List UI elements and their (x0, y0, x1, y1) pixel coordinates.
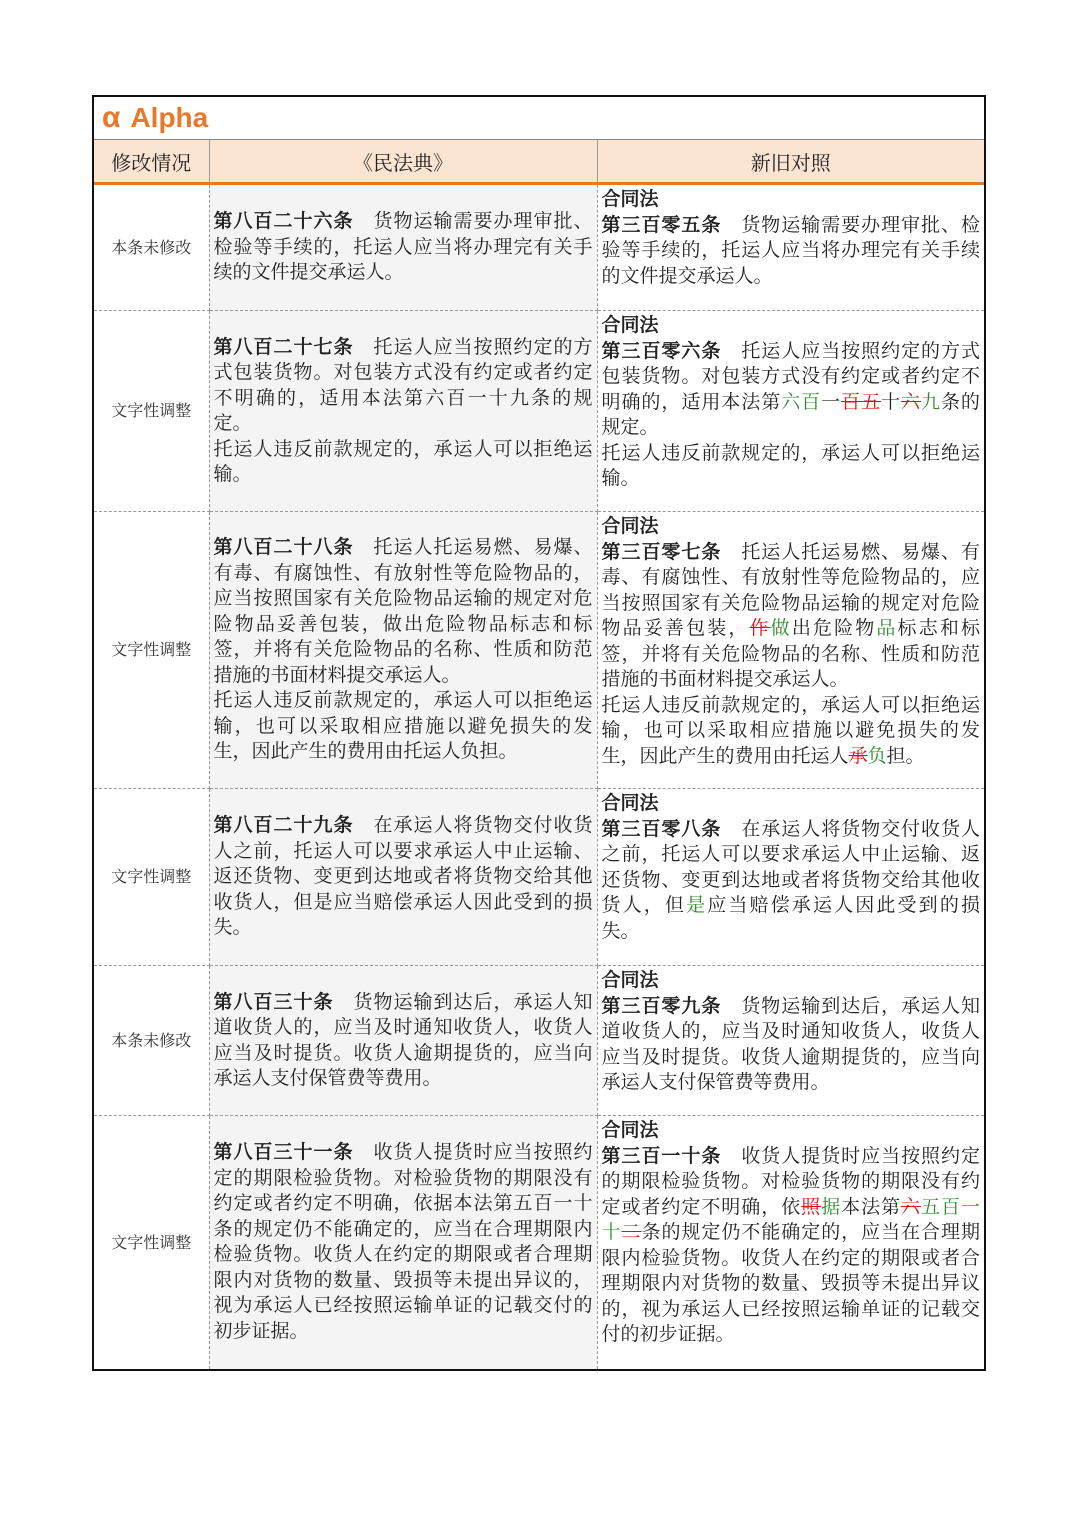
inserted-text: 品 (876, 617, 898, 639)
article-title: 第八百三十条 (213, 990, 334, 1013)
civil-code-cell (209, 789, 597, 966)
article-title: 第八百二十九条 (213, 814, 354, 837)
inserted-text: 负 (867, 744, 887, 767)
table-row (94, 184, 984, 311)
article-text: 托运人违反前款规定的，承运人可以拒绝运输。 (601, 441, 980, 489)
civil-code-cell (209, 512, 597, 789)
contract-law-cell (597, 1116, 984, 1370)
inserted-text: 六百 (781, 390, 822, 413)
law-name: 合同法 (601, 1119, 659, 1141)
article-title: 第三百零八条 (601, 817, 722, 840)
alpha-logo-icon: α (102, 101, 121, 134)
inserted-text: 九 (920, 390, 941, 413)
article-paragraph (214, 813, 593, 941)
article-paragraph (214, 335, 593, 437)
article-text: 货物运输到达后，承运人知道收货人的，应当及时通知收货人，收货人应当及时提货。收货人逾期提货的，应当向承运人支付保管费等费用。 (601, 994, 980, 1093)
comparison-table (94, 140, 984, 1371)
article-text: 收货人提货时应当按照约定的期限检验货物。对检验货物的期限没有约定或者约定不明确，依据本法第五百一十条的规定仍不能确定的，应当在合理期限内检验货物。收货人在约定的期限或者合理期限内对货物的数量、毁损等未提出异议的，视为承运人已经按照运输单证的记载交付的初步证据。 (213, 1141, 593, 1342)
article-text: 收货人提货时应当按照约定的期限检验货物。对检验货物的期限没有约定或者约定不明确，依 (601, 1144, 980, 1218)
article-paragraph (602, 213, 981, 290)
article-text: 托运人违反前款规定的，承运人可以拒绝运输，也可以采取相应措施以避免损失的发生，因此产生的费用由托运人负担。 (213, 689, 593, 763)
article-text: 在承运人将货物交付收货人之前，托运人可以要求承运人中止运输、返还货物、变更到达地或者将货物交给其他收货人，但是应当赔偿承运人因此受到的损失。 (213, 814, 593, 939)
article-text: 条的规定仍不能确定的，应当在合理期限内检验货物。收货人在约定的期限或者合理期限内对货物的数量、毁损等未提出异议的，视为承运人已经按照运输单证的记载交付的初步证据。 (601, 1221, 980, 1345)
contract-law-cell (597, 789, 984, 966)
article-text: 货物运输需要办理审批、检验等手续的，托运人应当将办理完有关手续的文件提交承运人。 (601, 213, 980, 287)
article-text: 标志和标签，并将有关危险物品的名称、性质和防范措施的书面材料提交承运人。 (601, 617, 980, 690)
table-row (94, 512, 984, 789)
status-cell: 本条未修改 (94, 184, 209, 311)
article-title: 第八百二十六条 (213, 210, 354, 233)
contract-law-cell (597, 184, 984, 311)
status-cell: 文字性调整 (94, 1116, 209, 1370)
header-civil-code: 《民法典》 (209, 140, 597, 184)
article-text: 担。 (886, 744, 925, 767)
law-name: 合同法 (601, 969, 659, 991)
article-paragraph (214, 209, 593, 286)
article-text: 应当赔偿承运人因此受到的损失。 (601, 894, 980, 942)
contract-law-cell (597, 966, 984, 1116)
brand-name: Alpha (130, 102, 209, 133)
inserted-text: 做 (770, 617, 792, 639)
article-title: 第三百零七条 (601, 540, 722, 563)
article-paragraph (214, 990, 593, 1092)
article-text: 条的规定。 (601, 390, 980, 438)
law-name: 合同法 (601, 188, 659, 210)
article-title: 第三百零六条 (601, 339, 722, 362)
article-title: 第八百三十一条 (213, 1141, 354, 1164)
civil-code-cell (209, 311, 597, 512)
deleted-text: 承 (848, 744, 868, 767)
article-text: 托运人托运易燃、易爆、有毒、有腐蚀性、有放射性等危险物品的，应当按照国家有关危险物品运输的规定对危险物品妥善包装，做出危险物品标志和标签，并将有关危险物品的名称、性质和防范措施的书面材料提交承运人。 (213, 536, 593, 686)
table-row (94, 966, 984, 1116)
table-row (94, 1116, 984, 1370)
article-paragraph (602, 817, 981, 945)
article-text: 货物运输到达后，承运人知道收货人的，应当及时通知收货人，收货人应当及时提货。收货人逾期提货的，应当向承运人支付保管费等费用。 (213, 990, 593, 1089)
article-text: 托运人托运易燃、易爆、有毒、有腐蚀性、有放射性等危险物品的，应当按照国家有关危险物品运输的规定对危险物品妥善包装， (601, 540, 980, 639)
article-text: 托运人违反前款规定的，承运人可以拒绝运输。 (213, 437, 593, 485)
article-paragraph (214, 688, 593, 765)
article-paragraph (214, 535, 593, 688)
article-paragraph (602, 1144, 981, 1348)
brand-logo (94, 97, 984, 140)
civil-code-cell (209, 1116, 597, 1370)
article-text: 出危险物 (791, 617, 877, 639)
contract-law-cell (597, 512, 984, 789)
article-title: 第八百二十八条 (213, 536, 354, 559)
inserted-text: 五百一十 (601, 1195, 980, 1243)
article-text: 在承运人将货物交付收货人之前，托运人可以要求承运人中止运输、返还货物、变更到达地或者将货物交给其他收货人，但 (601, 817, 980, 916)
header-comparison: 新旧对照 (597, 140, 984, 184)
status-cell: 文字性调整 (94, 512, 209, 789)
comparison-document (92, 95, 986, 1371)
article-paragraph (602, 540, 981, 693)
article-text: 货物运输需要办理审批、检验等手续的，托运人应当将办理完有关手续的文件提交承运人。 (213, 210, 593, 284)
article-paragraph (602, 441, 981, 492)
inserted-text: 据 (821, 1195, 842, 1218)
status-cell: 本条未修改 (94, 966, 209, 1116)
article-text: 托运人应当按照约定的方式包装货物。对包装方式没有约定或者约定不明确的，适用本法第六百一十九条的规定。 (213, 335, 593, 434)
article-title: 第三百零九条 (601, 994, 722, 1017)
article-title: 第三百一十条 (601, 1144, 722, 1167)
deleted-text: 六 (901, 1195, 921, 1218)
article-text: 托运人违反前款规定的，承运人可以拒绝运输，也可以采取相应措施以避免损失的发生，因此产生的费用由托运人 (601, 693, 980, 767)
law-name: 合同法 (601, 792, 659, 814)
article-text: 本法第 (841, 1195, 902, 1218)
deleted-text: 六 (901, 390, 921, 413)
article-paragraph (214, 437, 593, 488)
inserted-text: 是 (686, 894, 708, 916)
deleted-text: 照 (801, 1195, 822, 1218)
article-paragraph (602, 693, 981, 770)
civil-code-cell (209, 966, 597, 1116)
article-text: 托运人应当按照约定的方式包装货物。对包装方式没有约定或者约定不明确的，适用本法第 (601, 339, 980, 413)
article-text: 十 (881, 390, 902, 413)
deleted-text: 百五 (841, 390, 882, 413)
article-paragraph (602, 994, 981, 1096)
deleted-text: 作 (749, 617, 771, 639)
status-cell: 文字性调整 (94, 789, 209, 966)
article-paragraph (602, 339, 981, 441)
article-text: 一 (821, 390, 842, 413)
law-name: 合同法 (601, 314, 659, 336)
article-title: 第八百二十七条 (213, 335, 354, 358)
law-name: 合同法 (601, 515, 659, 537)
deleted-text: 二 (621, 1221, 642, 1243)
table-row (94, 789, 984, 966)
header-status: 修改情况 (94, 140, 209, 184)
article-paragraph (214, 1140, 593, 1344)
contract-law-cell (597, 311, 984, 512)
civil-code-cell (209, 184, 597, 311)
article-title: 第三百零五条 (601, 213, 722, 236)
table-row (94, 311, 984, 512)
status-cell: 文字性调整 (94, 311, 209, 512)
